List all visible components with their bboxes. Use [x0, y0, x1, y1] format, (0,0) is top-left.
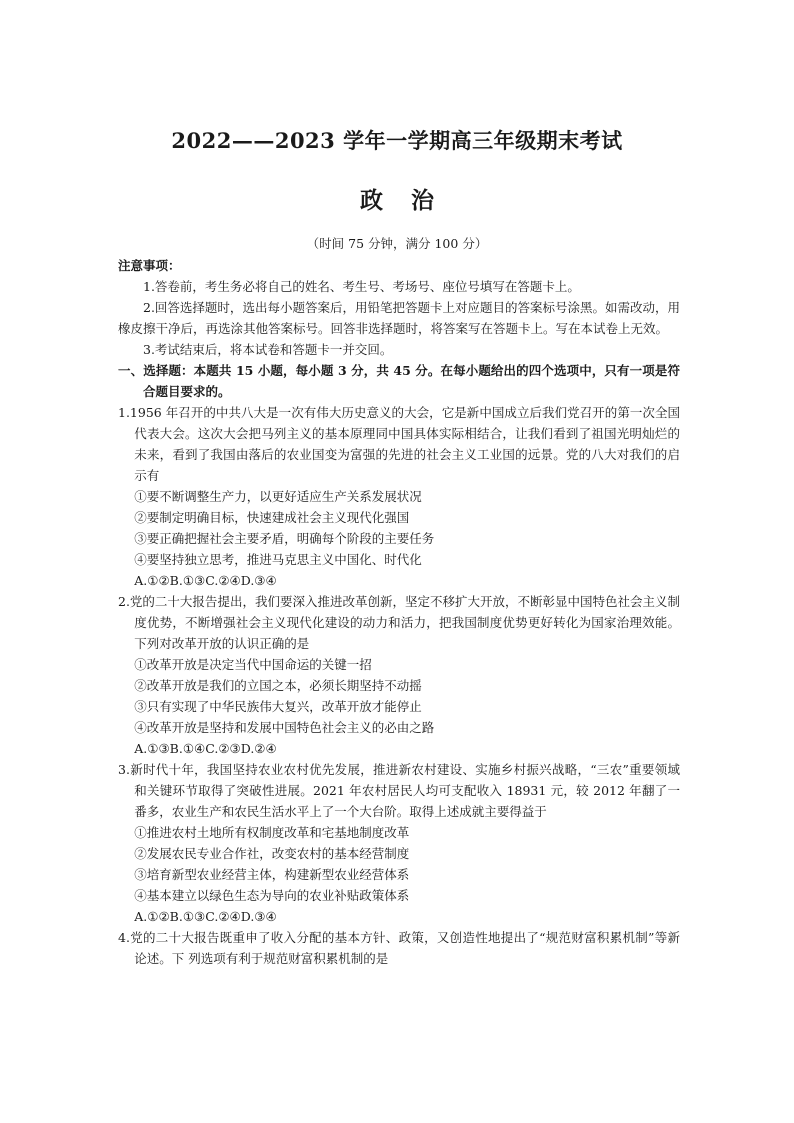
- statement: ①要不断调整生产力，以更好适应生产关系发展状况: [134, 489, 422, 504]
- answer-choices: A.①②B.①③C.②④D.③④: [134, 909, 277, 924]
- exam-title: 2022——2023 学年一学期高三年级期末考试: [171, 128, 623, 153]
- notice-heading: 注意事项：: [118, 258, 181, 273]
- question-4: [118, 927, 680, 969]
- answer-choices: A.①③B.①④C.②③D.②④: [134, 741, 277, 756]
- answer-choices: A.①②B.①③C.②④D.③④: [134, 573, 277, 588]
- question-stem: 4.党的二十大报告既重申了收入分配的基本方针、政策，又创造性地提出了“规范财富积累机制”等新论述。下 列选项有利于规范财富积累机制的是: [118, 930, 680, 966]
- subject-char: 政: [360, 187, 383, 214]
- notice-item: 1.答卷前，考生务必将自己的姓名、考生号、考场号、座位号填写在答题卡上。: [143, 279, 580, 294]
- statement: ①改革开放是决定当代中国命运的关键一招: [134, 657, 372, 672]
- subject-char: 治: [411, 187, 434, 214]
- statement: ②要制定明确目标，快速建成社会主义现代化强国: [134, 510, 410, 525]
- statement: ①推进农村土地所有权制度改革和宅基地制度改革: [134, 825, 410, 840]
- exam-content: [118, 255, 680, 969]
- question-1: [118, 402, 680, 591]
- question-stem: 3.新时代十年，我国坚持农业农村优先发展，推进新农村建设、实施乡村振兴战略，“三农”重要领域和关键环节取得了突破性进展。2021 年农村居民人均可支配收入 18931 元，较 2012 年翻了一番多，农业生产和农民生活水平上了一个大台阶。取得上述成就主要得益于: [118, 762, 680, 819]
- question-2: [118, 591, 680, 759]
- notice-item: 3.考试结束后，将本试卷和答题卡一并交回。: [143, 342, 393, 357]
- time-note: （时间 75 分钟，满分 100 分）: [306, 236, 488, 251]
- notice-item: 2.回答选择题时，选出每小题答案后，用铅笔把答题卡上对应题目的答案标号涂黑。如需改动，用橡皮擦干净后，再选涂其他答案标号。回答非选择题时，将答案写在答题卡上。写在本试卷上无效。: [118, 300, 680, 336]
- statement: ③只有实现了中华民族伟大复兴，改革开放才能停止: [134, 699, 422, 714]
- subject-title: [0, 182, 794, 215]
- question-3: [118, 759, 680, 927]
- statement: ②改革开放是我们的立国之本，必须长期坚持不动摇: [134, 678, 422, 693]
- statement: ②发展农民专业合作社，改变农村的基本经营制度: [134, 846, 410, 861]
- question-stem: 1.1956 年召开的中共八大是一次有伟大历史意义的大会，它是新中国成立后我们党召开的第一次全国代表大会。这次大会把马列主义的基本原理同中国具体实际相结合，让我们看到了祖国光明灿烂的未来，看到了我国由落后的农业国变为富强的先进的社会主义工业国的远景。党的八大对我们的启示有: [118, 405, 680, 483]
- statement: ③要正确把握社会主要矛盾，明确每个阶段的主要任务: [134, 531, 435, 546]
- statement: ④要坚持独立思考，推进马克思主义中国化、时代化: [134, 552, 422, 567]
- statement: ④改革开放是坚持和发展中国特色社会主义的必由之路: [134, 720, 435, 735]
- question-stem: 2.党的二十大报告提出，我们要深入推进改革创新，坚定不移扩大开放，不断彰显中国特色社会主义制度优势，不断增强社会主义现代化建设的动力和活力，把我国制度优势更好转化为国家治理效能。下列对改革开放的认识正确的是: [118, 594, 680, 651]
- section-heading: 一、选择题：本题共 15 小题，每小题 3 分，共 45 分。在每小题给出的四个选项中，只有一项是符合题目要求的。: [118, 363, 680, 399]
- statement: ④基本建立以绿色生态为导向的农业补贴政策体系: [134, 888, 410, 903]
- statement: ③培育新型农业经营主体，构建新型农业经营体系: [134, 867, 410, 882]
